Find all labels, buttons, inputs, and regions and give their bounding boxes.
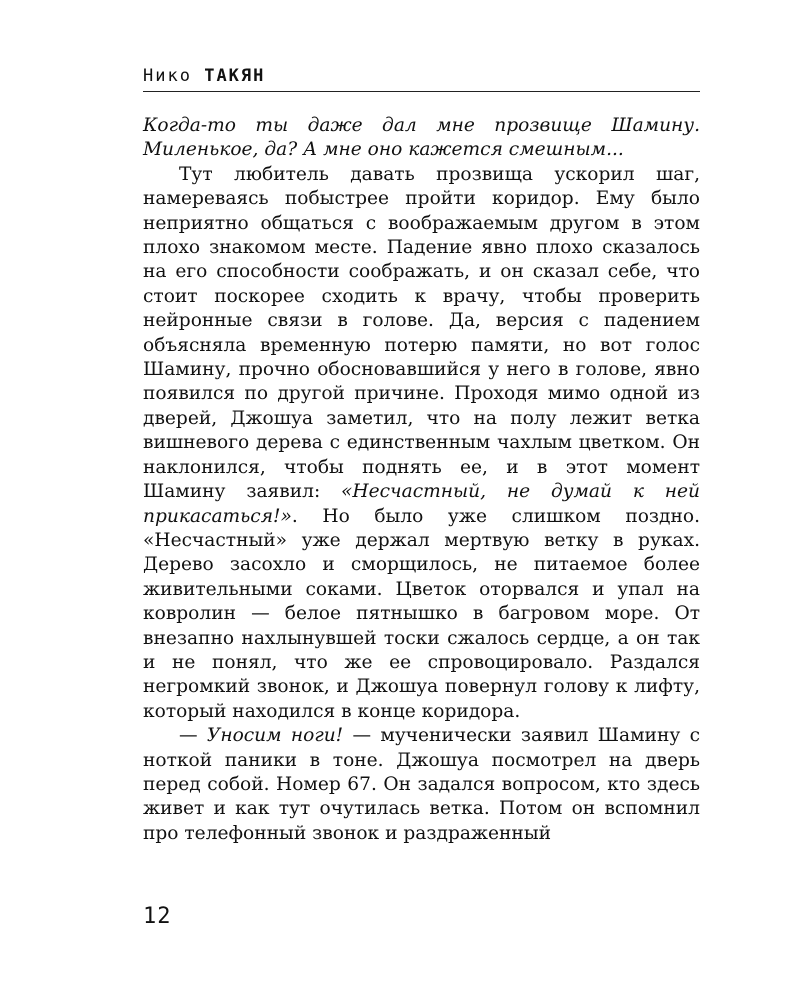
header-rule bbox=[143, 91, 700, 92]
paragraph-2-quote: «Несчастный, не думай к ней прикасаться!» bbox=[143, 481, 700, 527]
body-text bbox=[143, 114, 700, 846]
running-head-author-last: ТАКЯН bbox=[204, 66, 266, 86]
running-head-author-first: Нико bbox=[143, 66, 192, 86]
paragraph-3-rest: — мученически заявил Шамину с ноткой паники в тоне. Джошуа посмотрел на дверь перед собой. Номер 67. Он задался вопросом, кто здесь живет и как тут очутилась ветка. Потом он вспомнил про телефонный звонок и раздраженный bbox=[143, 725, 700, 844]
paragraph-3 bbox=[143, 724, 700, 846]
paragraph-3-quote: Уносим ноги! bbox=[206, 725, 344, 747]
paragraph-2-main: Тут любитель давать прозвища ускорил шаг, намереваясь побыстрее пройти коридор. Ему было неприятно общаться с воображаемым другом в этом плохо знакомом месте. Падение явно плохо сказалось на его способности соображать, и он сказал себе, что стоит поскорее сходить к врачу, чтобы проверить нейронные связи в голове. Да, версия с падением объясняла временную потерю памяти, но вот голос Шамину, прочно обосновавшийся у него в голове, явно появился по другой причине. Проходя мимо одной из дверей, Джошуа заметил, что на полу лежит ветка вишневого дерева с единственным чахлым цветком. Он наклонился, чтобы поднять ее, и в этот момент Шамину заявил: bbox=[143, 163, 700, 503]
paragraph-1: Когда-то ты даже дал мне прозвище Шамину. Миленькое, да? А мне оно кажется смешным... bbox=[143, 115, 700, 161]
paragraph-2-rest: . Но было уже слишком поздно. «Несчастный» уже держал мертвую ветку в руках. Дерево засохло и сморщилось, не питаемое более живительными соками. Цветок оторвался и упал на ковролин — белое пятнышко в багровом море. От внезапно нахлынувшей тоски сжалось сердце, а он так и не понял, что же ее спровоцировало. Раздался негромкий звонок, и Джошуа повернул голову к лифту, который находился в конце коридора. bbox=[143, 505, 700, 722]
running-head bbox=[143, 66, 265, 86]
paragraph-3-dash: — bbox=[179, 725, 207, 747]
paragraph-2 bbox=[143, 163, 700, 724]
page-number: 12 bbox=[143, 904, 172, 929]
